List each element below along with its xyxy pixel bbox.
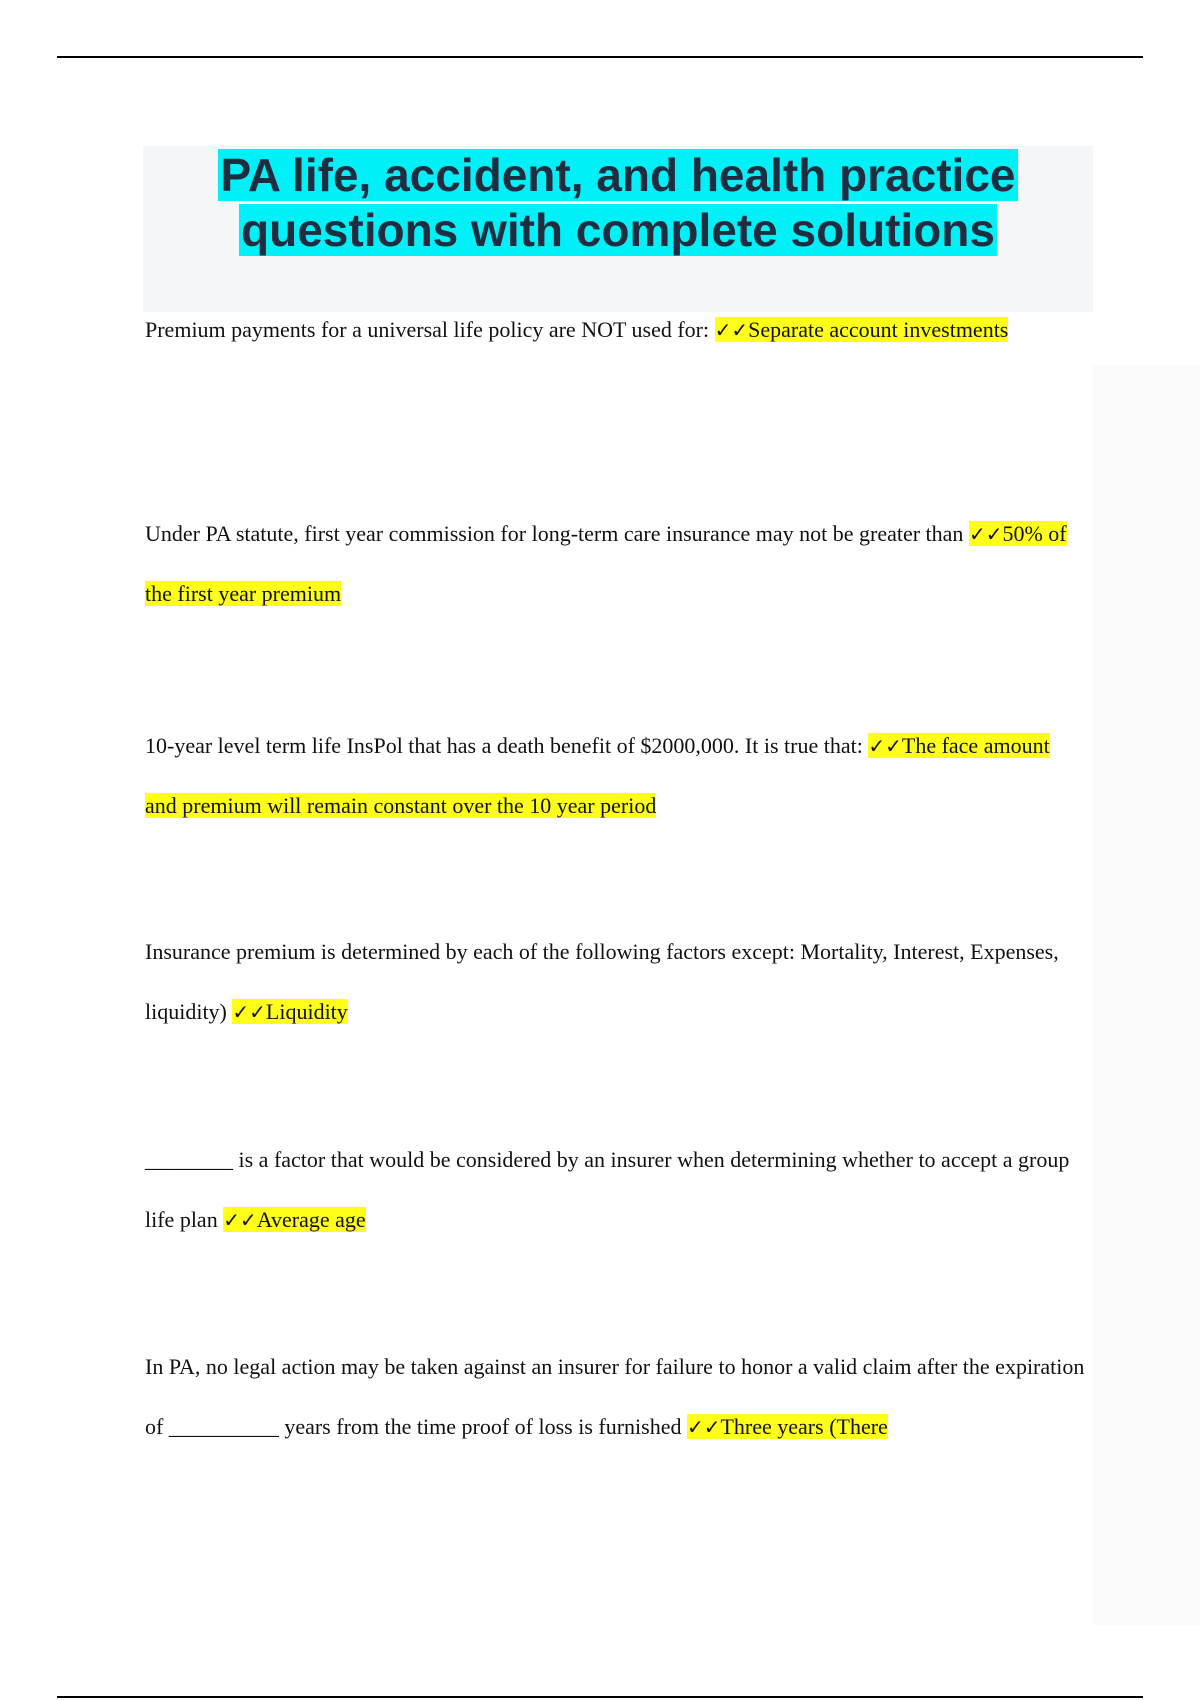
answer-highlight [223, 1207, 365, 1232]
question-text: Premium payments for a universal life policy are NOT used for: [145, 317, 715, 342]
top-rule [57, 56, 1143, 58]
checkmark-icon: ✓✓ [868, 734, 902, 758]
qa-item-2 [145, 504, 1085, 624]
qa-item-1 [145, 300, 1085, 360]
question-text: 10-year level term life InsPol that has a death benefit of $2000,000. It is true that: [145, 733, 869, 758]
checkmark-icon: ✓✓ [714, 318, 749, 342]
checkmark-icon: ✓✓ [686, 1415, 721, 1439]
title-banner [143, 146, 1093, 312]
answer-highlight [687, 1414, 888, 1439]
question-text: Insurance premium is determined by each of the following factors except: Mortality, Interest, Expenses, liquidity) [145, 939, 1059, 1024]
answer-highlight [232, 999, 347, 1024]
answer-highlight [715, 317, 1009, 342]
qa-item-4 [145, 922, 1085, 1042]
question-text: In PA, no legal action may be taken against an insurer for failure to honor a valid claim after the expiration of __________ years from the time proof of loss is furnished [145, 1354, 1085, 1439]
document-title: PA life, accident, and health practice questions with complete solutions [220, 149, 1016, 256]
answer-text: Average age [256, 1207, 366, 1232]
checkmark-icon: ✓✓ [223, 1208, 257, 1232]
bottom-rule [57, 1696, 1143, 1698]
question-text: ________ is a factor that would be considered by an insurer when determining whether to accept a group life plan [145, 1147, 1070, 1232]
checkmark-icon: ✓✓ [232, 1000, 266, 1024]
answer-text: The face amount and premium will remain constant over the 10 year period [145, 733, 1050, 818]
answer-text: 50% of the first year premium [145, 521, 1067, 606]
qa-item-5 [145, 1130, 1085, 1250]
answer-text: Three years (There [720, 1414, 888, 1439]
qa-item-6 [145, 1337, 1085, 1457]
answer-text: Liquidity [265, 999, 348, 1024]
question-text: Under PA statute, first year commission for long-term care insurance may not be greater than [145, 521, 969, 546]
background-panel [1093, 365, 1200, 1625]
checkmark-icon: ✓✓ [968, 522, 1003, 546]
answer-text: Separate account investments [748, 317, 1009, 342]
qa-item-3 [145, 716, 1085, 836]
